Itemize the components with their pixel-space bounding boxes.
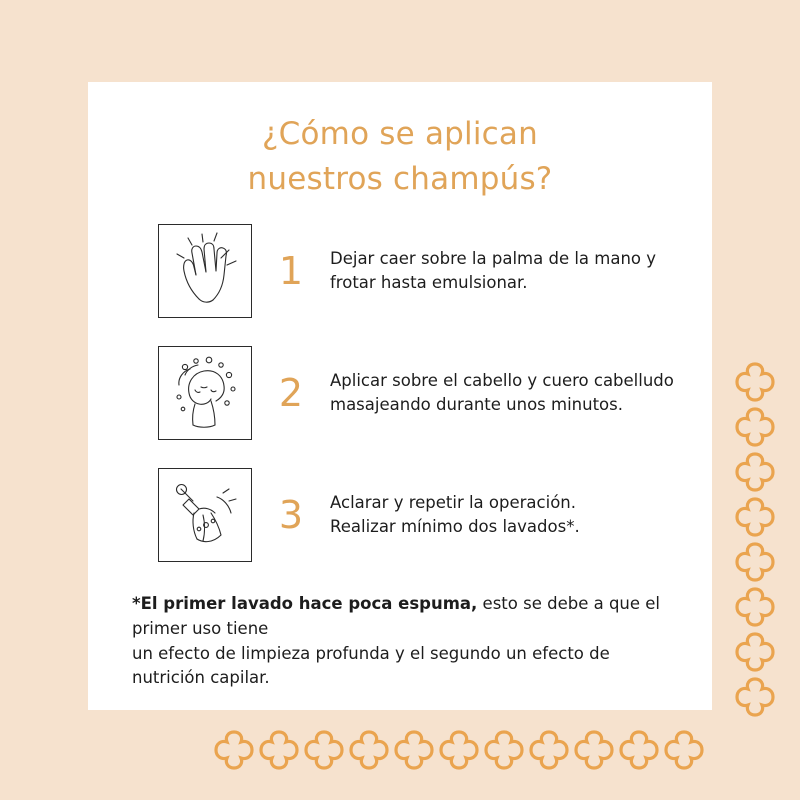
- step-1-illustration: [158, 224, 252, 318]
- step-1-text-line-1: Dejar caer sobre la palma de la mano y: [330, 249, 657, 269]
- step-item: [158, 346, 688, 440]
- step-3-number: 3: [278, 493, 304, 537]
- step-3-text-line-1: Aclarar y repetir la operación.: [330, 493, 576, 513]
- quatrefoil-ribbon-right-icon: [718, 358, 792, 722]
- footnote-line-2: un efecto de limpieza profunda y el segundo un efecto de nutrición capilar.: [132, 643, 610, 688]
- rinse-shower-icon: [159, 469, 253, 563]
- step-1-number: 1: [278, 249, 304, 293]
- step-3-illustration: [158, 468, 252, 562]
- page-title: [88, 112, 712, 202]
- step-2-illustration: [158, 346, 252, 440]
- footnote: [132, 592, 672, 691]
- step-3-text-line-2: Realizar mínimo dos lavados*.: [330, 517, 580, 536]
- hair-massage-icon: [159, 347, 253, 441]
- step-2-text: [330, 369, 674, 417]
- step-1-text: [330, 247, 656, 295]
- step-2-text-line-1: Aplicar sobre el cabello y cuero cabelludo: [330, 371, 674, 391]
- quatrefoil-ribbon-bottom-icon: [210, 716, 718, 790]
- hands-lather-icon: [159, 225, 253, 319]
- step-3-text: [330, 491, 580, 539]
- footnote-bold: *El primer lavado hace poca espuma,: [132, 594, 478, 613]
- steps-list: [158, 224, 688, 590]
- step-2-number: 2: [278, 371, 304, 415]
- step-2-text-line-2: masajeando durante unos minutos.: [330, 395, 623, 414]
- title-line-1: ¿Cómo se aplican: [262, 116, 538, 152]
- step-item: [158, 224, 688, 318]
- title-line-2: nuestros champús?: [247, 160, 553, 197]
- step-1-text-line-2: frotar hasta emulsionar.: [330, 273, 528, 292]
- footnote-rest-1: esto se debe a que el primer uso tiene: [132, 594, 661, 638]
- content-card: [88, 82, 712, 710]
- step-item: [158, 468, 688, 562]
- footnote-line-1: [132, 592, 672, 642]
